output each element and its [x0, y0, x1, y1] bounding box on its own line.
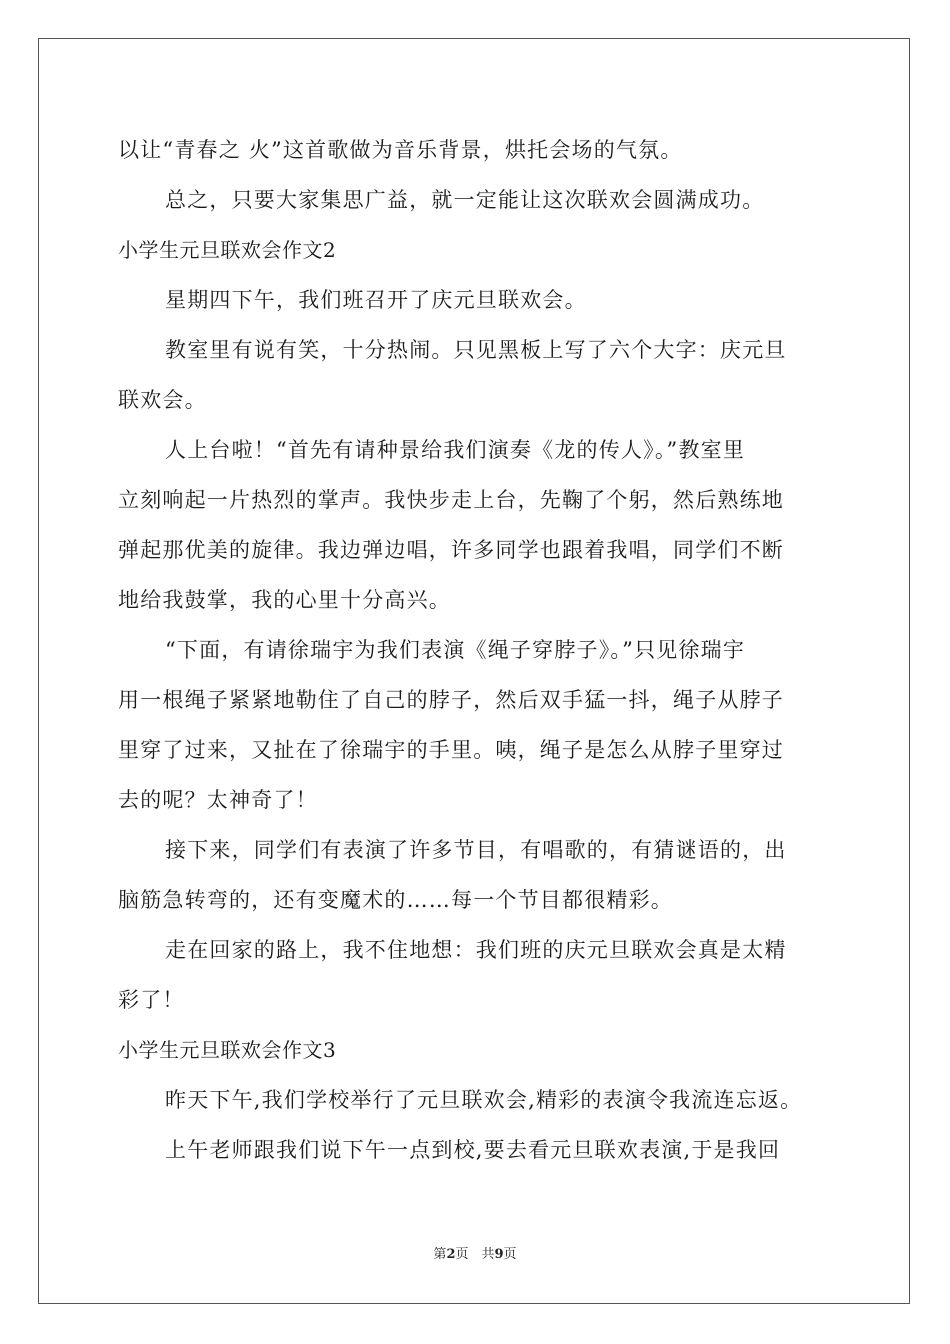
paragraph-line: 上午老师跟我们说下午一点到校,要去看元旦联欢表演,于是我回	[165, 1138, 781, 1162]
footer-current-page: 2	[446, 1247, 456, 1262]
paragraph-line: 总之，只要大家集思广益，就一定能让这次联欢会圆满成功。	[165, 188, 765, 212]
paragraph-line: 弹起那优美的旋律。我边弹边唱，许多同学也跟着我唱，同学们不断	[118, 538, 784, 562]
paragraph-line: 地给我鼓掌，我的心里十分高兴。	[118, 588, 451, 612]
paragraph-line: 星期四下午，我们班召开了庆元旦联欢会。	[165, 288, 587, 312]
section-heading: 小学生元旦联欢会作文3	[118, 1038, 337, 1062]
paragraph-line: 走在回家的路上，我不住地想：我们班的庆元旦联欢会真是太精	[165, 938, 787, 962]
footer-suffix: 页	[503, 1247, 517, 1262]
paragraph-line: 教室里有说有笑，十分热闹。只见黑板上写了六个大字：庆元旦	[165, 338, 787, 362]
footer-prefix: 第	[433, 1247, 447, 1262]
page-footer	[0, 1246, 950, 1264]
paragraph-line: 联欢会。	[118, 388, 207, 412]
paragraph-line: “下面，有请徐瑞宇为我们表演《绳子穿脖子》。”只见徐瑞宇	[165, 638, 746, 662]
paragraph-line: 立刻响起一片热烈的掌声。我快步走上台，先鞠了个躬，然后熟练地	[118, 488, 784, 512]
paragraph-line: 接下来，同学们有表演了许多节目，有唱歌的，有猜谜语的，出	[165, 838, 787, 862]
paragraph-line: 里穿了过来，又扯在了徐瑞宇的手里。咦，绳子是怎么从脖子里穿过	[118, 738, 784, 762]
paragraph-line: 去的呢？太神奇了！	[118, 788, 318, 812]
paragraph-line: 人上台啦！“首先有请种景给我们演奏《龙的传人》。”教室里	[165, 438, 746, 462]
page-border	[38, 38, 910, 1304]
paragraph-line: 用一根绳子紧紧地勒住了自己的脖子，然后双手猛一抖，绳子从脖子	[118, 688, 784, 712]
paragraph-line: 脑筋急转弯的，还有变魔术的……每一个节目都很精彩。	[118, 888, 673, 912]
paragraph-line: 昨天下午,我们学校举行了元旦联欢会,精彩的表演令我流连忘返。	[165, 1088, 803, 1112]
paragraph-line: 彩了！	[118, 988, 185, 1012]
footer-mid: 页 共	[455, 1247, 495, 1262]
paragraph-line: 以让“青春之 火”这首歌做为音乐背景，烘托会场的气氛。	[118, 138, 683, 162]
footer-total-pages: 9	[494, 1247, 504, 1262]
section-heading: 小学生元旦联欢会作文2	[118, 238, 337, 262]
